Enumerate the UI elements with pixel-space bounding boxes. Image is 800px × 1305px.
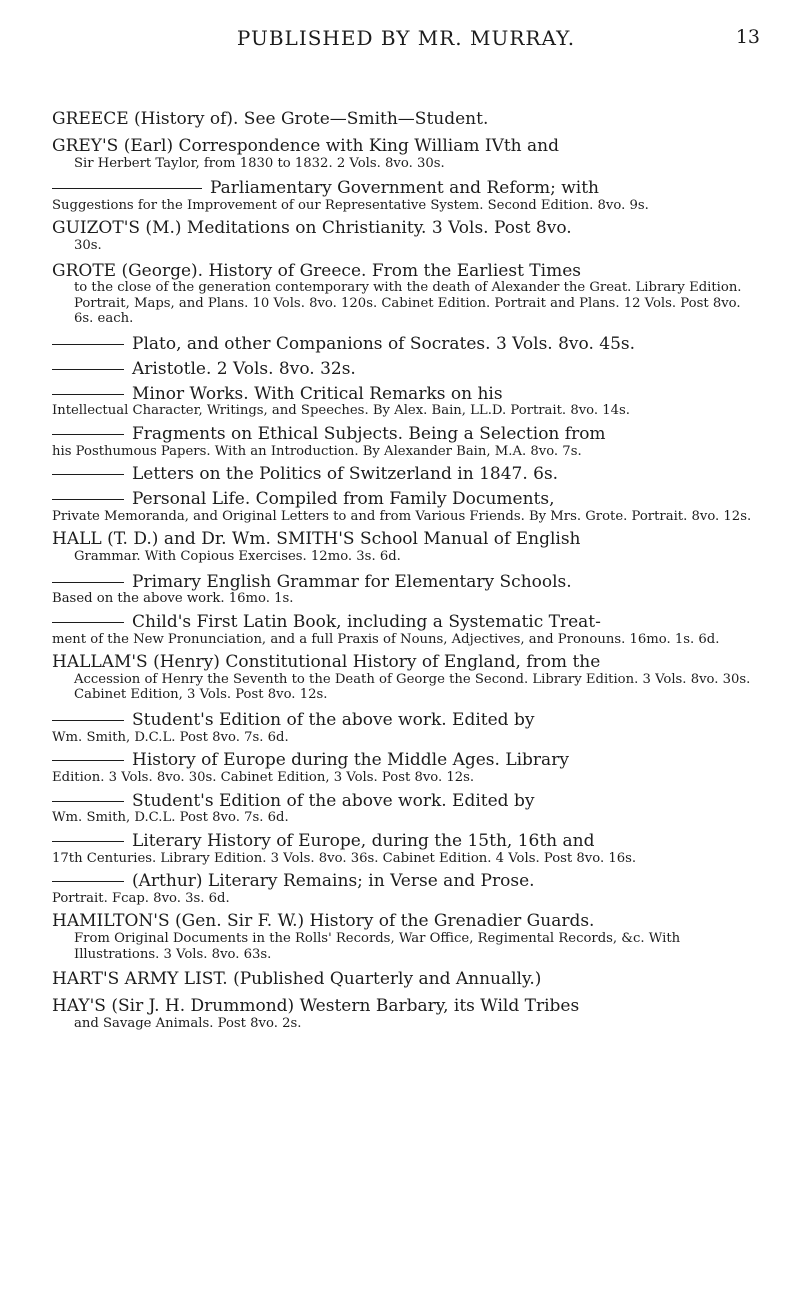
entry-grey-main: GREY'S (Earl) Correspondence with King William IVth and <box>52 135 560 156</box>
ditto-rule <box>52 188 202 189</box>
page-number: 13 <box>735 26 760 48</box>
entry-hallam-europe-detail: Edition. 3 Vols. 8vo. 30s. Cabinet Edition, 3 Vols. Post 8vo. 12s. <box>52 770 475 786</box>
entry-hart <box>52 970 760 989</box>
ditto-rule <box>52 474 124 475</box>
entry-grote-minor <box>52 385 760 419</box>
entry-hallam-literary-main: Literary History of Europe, during the 15th, 16th and <box>132 830 595 851</box>
entry-greece-text: GREECE (History of). See Grote—Smith—Student. <box>52 109 489 129</box>
entry-hallam-student-2-main: Student's Edition of the above work. Edited by <box>132 790 535 811</box>
entry-grote-fragments <box>52 425 760 459</box>
entry-hamilton <box>52 912 760 962</box>
entry-guizot-detail: 30s. <box>74 238 102 254</box>
ditto-rule <box>52 582 124 583</box>
entry-grote-minor-main: Minor Works. With Critical Remarks on his <box>132 383 503 404</box>
entry-hallam-europe <box>52 751 760 785</box>
entry-grote-plato <box>52 335 760 354</box>
entry-hamilton-main: HAMILTON'S (Gen. Sir F. W.) History of the Grenadier Guards. <box>52 911 595 932</box>
entry-hallam-student-main: Student's Edition of the above work. Edited by <box>132 709 535 730</box>
entry-grey-parliamentary-detail: Suggestions for the Improvement of our Representative System. Second Edition. 8vo. 9s. <box>52 197 649 213</box>
entry-grey-parliamentary-main: Parliamentary Government and Reform; with <box>210 178 599 199</box>
entry-grote-letters-text: Letters on the Politics of Switzerland in 1847. 6s. <box>132 464 559 485</box>
entry-hart-text: HART'S ARMY LIST. (Published Quarterly and Annually.) <box>52 969 542 990</box>
ditto-rule <box>52 369 124 370</box>
entry-grote-main: GROTE (George). History of Greece. From the Earliest Times <box>52 260 581 281</box>
ditto-rule <box>52 499 124 500</box>
catalogue-entries <box>52 110 760 1031</box>
entry-hall <box>52 530 760 564</box>
entry-grote-fragments-main: Fragments on Ethical Subjects. Being a Selection from <box>132 423 606 444</box>
entry-hallam-literary <box>52 832 760 866</box>
entry-grey <box>52 137 760 171</box>
entry-grote-aristotle-text: Aristotle. 2 Vols. 8vo. 32s. <box>132 358 356 379</box>
entry-hay-main: HAY'S (Sir J. H. Drummond) Western Barbary, its Wild Tribes <box>52 996 580 1017</box>
entry-hall-child <box>52 613 760 647</box>
entry-hallam-arthur <box>52 872 760 906</box>
entry-grote-plato-text: Plato, and other Companions of Socrates. 3 Vols. 8vo. 45s. <box>132 333 636 354</box>
entry-hallam-detail: Accession of Henry the Seventh to the Death of George the Second. Library Edition. 3 Vols. 8vo. 30s. Cabinet Edition, 3 Vols. Post 8vo. 12s. <box>74 671 751 703</box>
entry-grey-detail: Sir Herbert Taylor, from 1830 to 1832. 2 Vols. 8vo. 30s. <box>74 155 445 171</box>
entry-hall-detail: Grammar. With Copious Exercises. 12mo. 3s. 6d. <box>74 549 401 565</box>
entry-hallam-student-2 <box>52 792 760 826</box>
ditto-rule <box>52 622 124 623</box>
entry-grote-minor-detail: Intellectual Character, Writings, and Speeches. By Alex. Bain, LL.D. Portrait. 8vo. 14s. <box>52 403 630 419</box>
entry-hallam-student <box>52 711 760 745</box>
entry-grote-personal-detail: Private Memoranda, and Original Letters to and from Various Friends. By Mrs. Grote. Portrait. 8vo. 12s. <box>52 508 752 524</box>
entry-grote-personal <box>52 490 760 524</box>
entry-grey-parliamentary <box>52 179 760 213</box>
ditto-rule <box>52 760 124 761</box>
entry-grote-personal-main: Personal Life. Compiled from Family Documents, <box>132 488 555 509</box>
entry-guizot-main: GUIZOT'S (M.) Meditations on Christianity. 3 Vols. Post 8vo. <box>52 218 572 239</box>
entry-hall-child-main: Child's First Latin Book, including a Systematic Treat- <box>132 611 601 632</box>
ditto-rule <box>52 394 124 395</box>
entry-hallam-literary-detail: 17th Centuries. Library Edition. 3 Vols. 8vo. 36s. Cabinet Edition. 4 Vols. Post 8vo. 16s. <box>52 850 637 866</box>
running-head-title: PUBLISHED BY MR. MURRAY. <box>236 26 576 50</box>
entry-hall-child-detail: ment of the New Pronunciation, and a full Praxis of Nouns, Adjectives, and Pronouns. 16mo. 1s. 6d. <box>52 631 720 647</box>
ditto-rule <box>52 344 124 345</box>
entry-hallam-student-detail: Wm. Smith, D.C.L. Post 8vo. 7s. 6d. <box>52 729 289 745</box>
entry-grote-detail: to the close of the generation contemporary with the death of Alexander the Great. Library Edition. Portrait, Maps, and Plans. 10 Vols. 8vo. 120s. Cabinet Edition. Portrait and Plans. 12 Vols. Post 8vo. 6s. each. <box>74 280 742 327</box>
entry-grote-letters <box>52 465 760 484</box>
entry-hallam <box>52 653 760 703</box>
ditto-rule <box>52 841 124 842</box>
entry-hall-main: HALL (T. D.) and Dr. Wm. SMITH'S School Manual of English <box>52 529 581 550</box>
entry-hallam-arthur-detail: Portrait. Fcap. 8vo. 3s. 6d. <box>52 890 230 906</box>
entry-hallam-main: HALLAM'S (Henry) Constitutional History of England, from the <box>52 652 601 673</box>
entry-hay-detail: and Savage Animals. Post 8vo. 2s. <box>74 1015 302 1031</box>
ditto-rule <box>52 881 124 882</box>
entry-hallam-arthur-main: (Arthur) Literary Remains; in Verse and Prose. <box>132 871 535 892</box>
ditto-rule <box>52 434 124 435</box>
ditto-rule <box>52 720 124 721</box>
ditto-rule <box>52 801 124 802</box>
entry-hall-primary <box>52 573 760 607</box>
entry-hall-primary-main: Primary English Grammar for Elementary Schools. <box>132 571 572 592</box>
entry-grote <box>52 262 760 327</box>
entry-grote-aristotle <box>52 360 760 379</box>
entry-grote-fragments-detail: his Posthumous Papers. With an Introduction. By Alexander Bain, M.A. 8vo. 7s. <box>52 443 582 459</box>
running-head <box>52 26 760 58</box>
entry-greece <box>52 110 760 129</box>
entry-hallam-student-2-detail: Wm. Smith, D.C.L. Post 8vo. 7s. 6d. <box>52 810 289 826</box>
entry-hall-primary-detail: Based on the above work. 16mo. 1s. <box>52 591 294 607</box>
entry-hay <box>52 997 760 1031</box>
entry-guizot <box>52 219 760 253</box>
entry-hallam-europe-main: History of Europe during the Middle Ages. Library <box>132 750 569 771</box>
entry-hamilton-detail: From Original Documents in the Rolls' Records, War Office, Regimental Records, &c. With Illustrations. 3 Vols. 8vo. 63s. <box>74 931 681 962</box>
